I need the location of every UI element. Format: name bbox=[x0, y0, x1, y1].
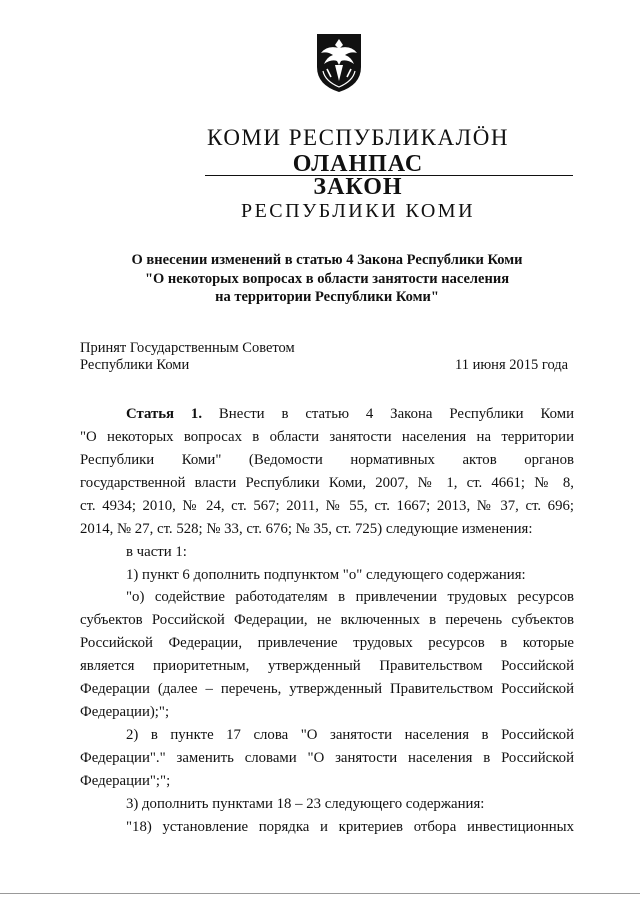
adoption-date: 11 июня 2015 года bbox=[455, 357, 569, 373]
article-line: в части 1: bbox=[126, 544, 187, 560]
adoption-line-1: Принят Государственным Советом bbox=[80, 340, 295, 356]
header-olanpas: ОЛАНПАС bbox=[292, 151, 424, 177]
article-line: 2) в пункте 17 слова "О занятости населения в Российской bbox=[126, 727, 574, 743]
article-line: Федерации";"; bbox=[80, 773, 171, 789]
article-line: Внести в статью 4 Закона Республики Коми bbox=[218, 406, 574, 422]
article-line: является приоритетным, утвержденный Правительством Российской bbox=[80, 658, 574, 674]
article-line: Федерации);"; bbox=[80, 704, 170, 720]
komi-coat-of-arms-icon bbox=[313, 31, 365, 93]
law-title-line-3: на территории Республики Коми" bbox=[215, 289, 439, 305]
article-line: государственной власти Республики Коми, 2007, № 1, ст. 4661; № 8, bbox=[80, 475, 574, 491]
article-line: "О некоторых вопросах в области занятости населения на территории bbox=[80, 429, 574, 445]
article-line: Федерации"." заменить словами "О занятости населения в Российской bbox=[80, 750, 574, 766]
article-line: ст. 4934; 2010, № 24, ст. 567; 2011, № 55, ст. 1667; 2013, № 37, ст. 696; bbox=[80, 498, 574, 514]
page-bottom-edge bbox=[0, 893, 640, 894]
article-line: "18) установление порядка и критериев отбора инвестиционных bbox=[126, 819, 574, 835]
article-label: Статья 1. bbox=[126, 406, 203, 422]
adoption-line-2: Республики Коми bbox=[80, 357, 190, 373]
header-komi-line: КОМИ РЕСПУБЛИКАЛӦН bbox=[207, 125, 509, 150]
article-line: Федерации (далее – перечень, утвержденный Правительством Российской bbox=[80, 681, 574, 697]
article-line: 2014, № 27, ст. 528; № 33, ст. 676; № 35, ст. 725) следующие изменения: bbox=[80, 521, 533, 537]
article-first-line bbox=[126, 406, 574, 423]
law-title-line-2: "О некоторых вопросах в области занятости населения bbox=[144, 271, 510, 287]
header-republic: РЕСПУБЛИКИ КОМИ bbox=[240, 200, 476, 222]
article-line: "о) содействие работодателям в привлечении трудовых ресурсов bbox=[126, 589, 574, 605]
article-line: Республики Коми" (Ведомости нормативных актов органов bbox=[80, 452, 574, 468]
article-line: Российской Федерации, привлечение трудовых ресурсов в которые bbox=[80, 635, 574, 651]
article-line: 3) дополнить пунктами 18 – 23 следующего содержания: bbox=[126, 796, 485, 812]
article-line: субъектов Российской Федерации, не включенных в перечень субъектов bbox=[80, 612, 574, 628]
law-title-line-1: О внесении изменений в статью 4 Закона Республики Коми bbox=[131, 252, 523, 268]
header-zakon: ЗАКОН bbox=[313, 174, 403, 200]
article-line: 1) пункт 6 дополнить подпунктом "о" следующего содержания: bbox=[126, 567, 526, 583]
